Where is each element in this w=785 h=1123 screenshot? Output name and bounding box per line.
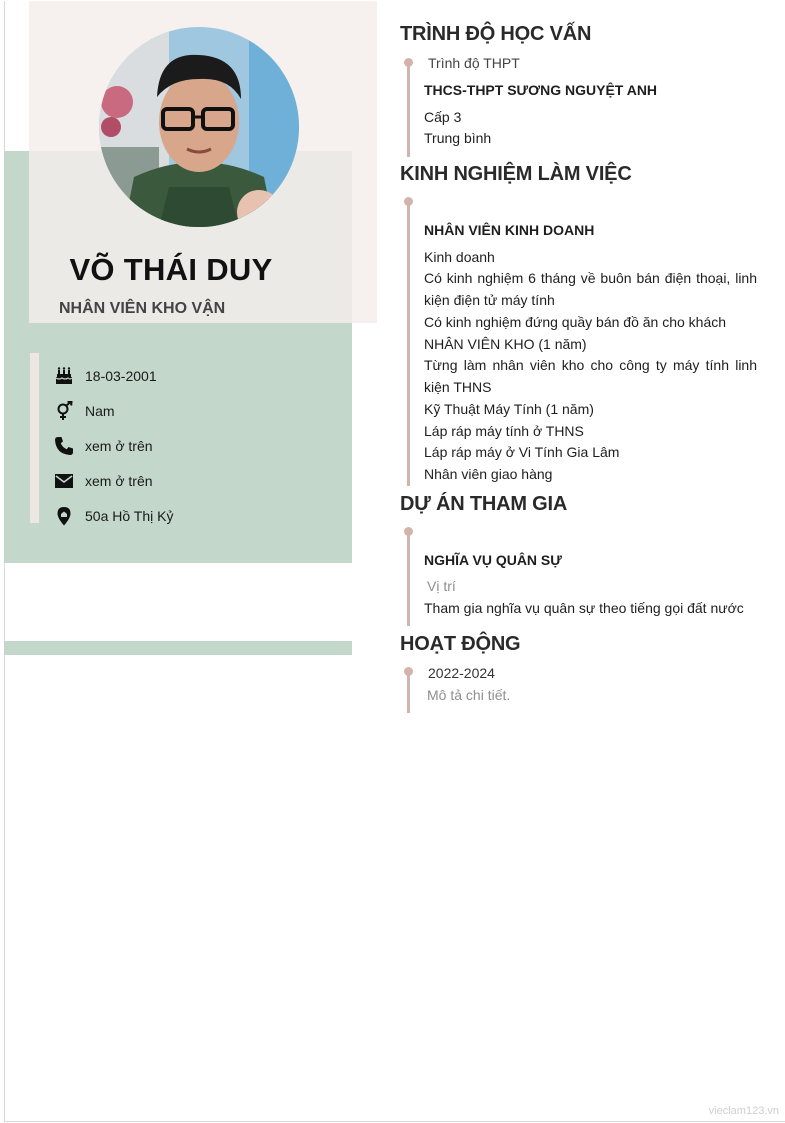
experience-timeline-dot <box>404 197 413 206</box>
phone-icon <box>54 436 74 456</box>
activities-timeline-dot <box>404 667 413 676</box>
gender-value: Nam <box>85 402 115 419</box>
header-background-extension <box>352 151 377 323</box>
education-section <box>400 23 760 46</box>
education-timeline-dot <box>404 58 413 67</box>
activity-period: 2022-2024 <box>428 665 495 681</box>
gender-icon <box>54 401 74 421</box>
experience-position: NHÂN VIÊN KINH DOANH <box>424 222 595 238</box>
avatar-photo <box>99 27 299 227</box>
avatar <box>99 27 299 227</box>
experience-line: Láp ráp máy ở Vi Tính Gia Lâm <box>424 444 620 460</box>
project-description: Tham gia nghĩa vụ quân sự theo tiếng gọi đất nước <box>424 600 744 616</box>
activity-description: Mô tả chi tiết. <box>427 687 511 703</box>
job-title: NHÂN VIÊN KHO VẬN <box>59 300 226 317</box>
education-timeline <box>407 62 410 157</box>
birthday-cake-icon <box>54 366 74 386</box>
contact-list <box>54 358 173 533</box>
education-level: Trình độ THPT <box>428 55 520 71</box>
experience-line: NHÂN VIÊN KHO (1 năm) <box>424 336 587 352</box>
address-value: 50a Hồ Thị Kỷ <box>85 507 174 524</box>
birthday-value: 18-03-2001 <box>85 367 157 384</box>
experience-line: Từng làm nhân viên kho cho công ty máy tính linh kiện THNS <box>424 357 757 395</box>
experience-line: Kỹ Thuật Máy Tính (1 năm) <box>424 401 594 417</box>
candidate-name: VÕ THÁI DUY <box>69 252 273 287</box>
email-icon <box>54 471 74 491</box>
contact-phone <box>54 428 173 463</box>
activities-title: HOẠT ĐỘNG <box>400 633 521 655</box>
contact-email <box>54 463 173 498</box>
education-ranking: Trung bình <box>424 130 492 146</box>
activities-section <box>400 633 760 656</box>
sidebar-bottom-strip <box>4 641 352 655</box>
contact-gender <box>54 393 173 428</box>
contact-accent-bar <box>30 353 39 523</box>
experience-line: Có kinh nghiệm 6 tháng về buôn bán điện thoại, linh kiện điện tử máy tính <box>424 270 757 308</box>
project-role: Vị trí <box>427 578 456 594</box>
project-name: NGHĨA VỤ QUÂN SỰ <box>424 552 562 568</box>
email-value: xem ở trên <box>85 472 153 489</box>
location-pin-icon <box>54 506 74 526</box>
projects-section <box>400 493 760 516</box>
phone-value: xem ở trên <box>85 437 153 454</box>
experience-line: Láp ráp máy tính ở THNS <box>424 423 584 439</box>
watermark: vieclam123.vn <box>708 1105 779 1117</box>
education-grade: Cấp 3 <box>424 109 462 125</box>
experience-line: Nhân viên giao hàng <box>424 466 553 482</box>
contact-birthday <box>54 358 173 393</box>
experience-title: KINH NGHIỆM LÀM VIỆC <box>400 163 632 185</box>
projects-title: DỰ ÁN THAM GIA <box>400 493 568 515</box>
education-school: THCS-THPT SƯƠNG NGUYỆT ANH <box>424 82 658 98</box>
contact-address <box>54 498 173 533</box>
experience-line: Có kinh nghiệm đứng quầy bán đồ ăn cho khách <box>424 314 727 330</box>
experience-section <box>400 163 760 186</box>
education-title: TRÌNH ĐỘ HỌC VẤN <box>400 23 592 45</box>
experience-timeline <box>407 200 410 486</box>
projects-timeline <box>407 530 410 626</box>
projects-timeline-dot <box>404 527 413 536</box>
experience-line: Kinh doanh <box>424 249 495 265</box>
